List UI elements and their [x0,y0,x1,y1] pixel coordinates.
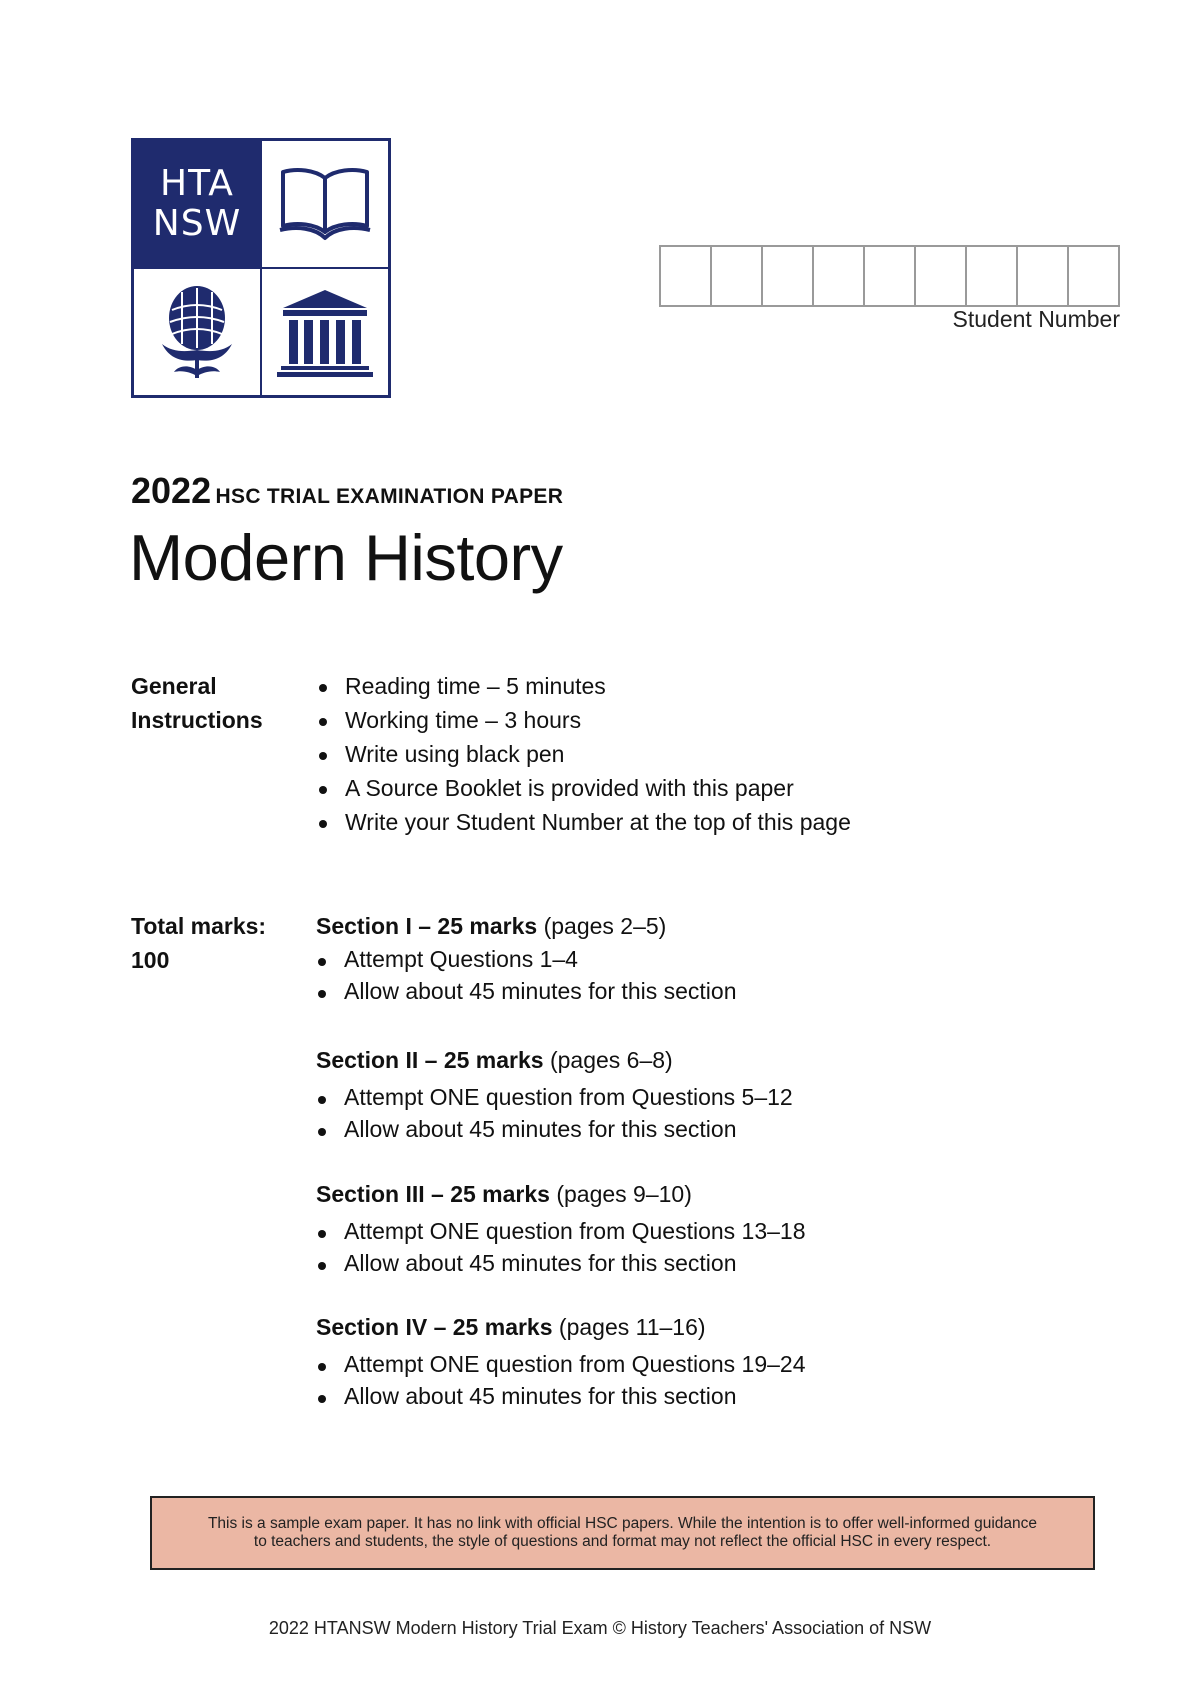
student-number-label: Student Number [952,306,1120,332]
disclaimer-line2: to teachers and students, the style of questions and format may not reflect the official HSC in every respect. [253,1533,992,1550]
general-instructions-label-line2: Instructions [131,707,263,733]
instruction-item: Write using black pen [317,737,851,771]
section-instruction-item: Attempt Questions 1–4 [316,943,736,975]
section-pages: (pages 11–16) [558,1314,706,1340]
section-heading [316,1310,806,1344]
general-instructions-label-line1: General [131,673,217,699]
hta-nsw-logo [131,138,391,398]
logo-text-line1: HTA [160,163,234,204]
general-instructions-list [317,669,851,839]
section-heading [316,1043,793,1077]
section-title: Section II – 25 marks [316,1047,544,1073]
section-2 [316,1043,793,1145]
student-number-box[interactable] [916,247,967,305]
student-number-box[interactable] [763,247,814,305]
student-number-box[interactable] [865,247,916,305]
total-marks-label-line1: Total marks: [131,913,267,939]
section-instructions [316,1081,793,1145]
section-heading [316,1177,806,1211]
total-marks-value: 100 [131,947,170,973]
open-book-icon [277,164,373,244]
section-instruction-item: Allow about 45 minutes for this section [316,1113,793,1145]
section-instruction-item: Attempt ONE question from Questions 13–18 [316,1215,806,1247]
section-4 [316,1310,806,1412]
section-instruction-item: Allow about 45 minutes for this section [316,975,736,1007]
total-marks-label [131,909,266,977]
student-number-box[interactable] [1018,247,1069,305]
instruction-item: Write your Student Number at the top of this page [317,805,851,839]
section-1 [316,909,736,1007]
section-instruction-item: Attempt ONE question from Questions 5–12 [316,1081,793,1113]
student-number-box[interactable] [712,247,763,305]
student-number-box[interactable] [1069,247,1118,305]
section-instruction-item: Allow about 45 minutes for this section [316,1380,806,1412]
exam-type: HSC TRIAL EXAMINATION PAPER [215,485,564,508]
student-number-boxes[interactable] [659,245,1120,307]
instruction-item: Working time – 3 hours [317,703,851,737]
logo-book-cell [261,140,389,268]
section-pages: (pages 2–5) [543,913,667,939]
section-heading [316,909,736,943]
student-number-box[interactable] [814,247,865,305]
section-instructions [316,1215,806,1279]
section-instructions [316,943,736,1007]
section-3 [316,1177,806,1279]
logo-waratah-cell [133,268,261,396]
instruction-item: A Source Booklet is provided with this paper [317,771,851,805]
general-instructions-label [131,669,263,737]
section-title: Section I – 25 marks [316,913,538,939]
exam-year: 2022 [131,470,212,511]
section-pages: (pages 9–10) [556,1181,692,1207]
logo-building-cell [261,268,389,396]
section-title: Section IV – 25 marks [316,1314,553,1340]
section-title: Section III – 25 marks [316,1181,550,1207]
student-number-box[interactable] [967,247,1018,305]
exam-heading [131,470,563,512]
student-number-box[interactable] [661,247,712,305]
logo-text-cell [133,140,261,268]
subject-title: Modern History [129,521,563,594]
disclaimer-line1: This is a sample exam paper. It has no link with official HSC papers. While the intention is to offer well-informed guidance [207,1515,1038,1532]
section-instructions [316,1348,806,1412]
section-pages: (pages 6–8) [549,1047,673,1073]
logo-text-line2: NSW [152,203,242,244]
section-instruction-item: Allow about 45 minutes for this section [316,1247,806,1279]
page-footer: 2022 HTANSW Modern History Trial Exam © History Teachers' Association of NSW [268,1618,932,1638]
waratah-flower-icon [152,280,242,384]
disclaimer-box [150,1496,1095,1570]
section-instruction-item: Attempt ONE question from Questions 19–24 [316,1348,806,1380]
logo-text [153,164,241,244]
instruction-item: Reading time – 5 minutes [317,669,851,703]
classical-building-icon [275,286,375,378]
